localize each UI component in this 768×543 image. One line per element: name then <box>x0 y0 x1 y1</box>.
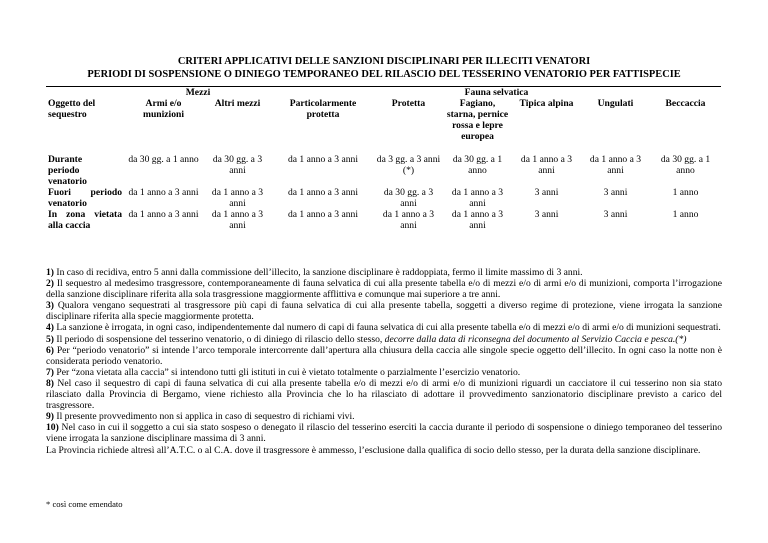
note-item: 6) Per “periodo venatorio” si intende l’arco temporale intercorrente dall’apertura alla chiusura della caccia alle singole specie oggetto dell’illecito. In ogni caso la notte non è considerata periodo venatorio. <box>46 344 722 367</box>
table-cell: da 1 anno a 3 anni <box>287 187 359 198</box>
row-label: Durante periodo venatorio <box>48 154 87 187</box>
footnote: * così come emendato <box>46 499 123 509</box>
table-cell: da 1 anno a 3 anni <box>128 187 199 198</box>
row-label: In zona vietata alla caccia <box>48 209 122 231</box>
column-header: Beccaccia <box>665 98 706 109</box>
title-line-1: CRITERI APPLICATIVI DELLE SANZIONI DISCIPLINARI PER ILLECITI VENATORI <box>177 56 591 67</box>
table-cell: da 30 gg. a 3 anni <box>383 187 434 209</box>
notes-section <box>46 267 722 456</box>
column-header: Fagiano, starna, pernice rossa e lepre europea <box>446 98 509 142</box>
table-cell: da 30 gg. a 1 anno <box>452 154 503 176</box>
table-cell: da 3 gg. a 3 anni (*) <box>376 154 441 176</box>
table-cell: 1 anno <box>672 209 699 220</box>
note-item: 2) Il sequestro al medesimo trasgressore, contemporaneamente di fauna selvatica di cui alla presente tabella e/o di mezzi e/o di armi e/o di munizioni, comporta l’irrogazione della sanzione disciplinare riferita alla sola trasgressione maggiormente afflittiva e comunque mai superiore a tre anni. <box>46 278 722 301</box>
table-cell: da 1 anno a 3 anni <box>211 187 264 209</box>
row-label: Fuori periodo venatorio <box>48 187 122 209</box>
table-cell: 1 anno <box>672 187 699 198</box>
column-header: Armi e/o munizioni <box>142 98 185 120</box>
column-header: Tipica alpina <box>519 98 574 109</box>
note-item: 10) Nel caso in cui il soggetto a cui sia stato sospeso o denegato il rilascio del tesserino eserciti la caccia durante il periodo di sospensione o diniego temporaneo del tesserino viene irrogata la sanzione disciplinare massima di 3 anni. <box>46 422 722 445</box>
column-header-object: Oggetto del sequestro <box>48 98 96 120</box>
column-header: Altri mezzi <box>214 98 261 109</box>
table-row <box>46 154 721 187</box>
table-cell: da 1 anno a 3 anni <box>128 209 199 220</box>
table-cell: da 1 anno a 3 anni <box>211 209 264 231</box>
table-cell: 3 anni <box>603 209 628 220</box>
note-item: 3) Qualora vengano sequestrati al trasgressore più capi di fauna selvatica di cui alla presente tabella, soggetti a diverso regime di protezione, viene irrogata la sanzione disciplinare riferita alla specie maggiormente protetta. <box>46 300 722 323</box>
note-item: 5) Il periodo di sospensione del tesserino venatorio, o di diniego di rilascio dello stesso, decorre dalla data di riconsegna del documento al Servizio Caccia e pesca.(*) <box>46 333 687 345</box>
group-mezzi-header: Mezzi <box>124 87 272 99</box>
table-row <box>46 187 721 209</box>
table-cell: da 1 anno a 3 anni <box>520 154 573 176</box>
table-cell: da 1 anno a 3 anni <box>382 209 435 231</box>
group-fauna-header: Fauna selvatica <box>272 87 721 99</box>
column-header: Ungulati <box>597 98 634 109</box>
table-cell: 3 anni <box>534 187 559 198</box>
column-header: Protetta <box>391 98 426 109</box>
table-cell: da 1 anno a 3 anni <box>287 209 359 220</box>
note-item: La Provincia richiede altresì all’A.T.C. o al C.A. dove il trasgressore è ammesso, l’esclusione dalla qualifica di socio dello stesso, per la durata della sanzione disciplinare. <box>46 444 701 456</box>
column-header: Particolarmente protetta <box>289 98 357 120</box>
note-item: 7) Per “zona vietata alla caccia” si intendono tutti gli istituti in cui è vietato totalmente o parzialmente l’esercizio venatorio. <box>46 366 521 378</box>
page-title <box>0 56 768 81</box>
note-item: 4) La sanzione è irrogata, in ogni caso, indipendentemente dal numero di capi di fauna selvatica di cui alla presente tabella e/o di mezzi e/o di armi e/o di munizioni sequestrati. <box>46 322 721 334</box>
table-cell: da 1 anno a 3 anni <box>589 154 642 176</box>
table-cell: 3 anni <box>534 209 559 220</box>
table-cell: da 1 anno a 3 anni <box>451 187 504 209</box>
table-cell: da 1 anno a 3 anni <box>451 209 504 231</box>
table-cell: 3 anni <box>603 187 628 198</box>
note-item: 9) Il presente provvedimento non si applica in caso di sequestro di richiami vivi. <box>46 411 355 423</box>
table-cell: da 1 anno a 3 anni <box>287 154 359 165</box>
table-cell: da 30 gg. a 3 anni <box>212 154 263 176</box>
table-row <box>46 209 721 231</box>
note-item: 1) In caso di recidiva, entro 5 anni dalla commissione dell’illecito, la sanzione disciplinare è raddoppiata, fermo il limite massimo di 3 anni. <box>46 267 583 278</box>
table-cell: da 30 gg. a 1 anno <box>128 154 199 165</box>
note-item: 8) Nel caso il sequestro di capi di fauna selvatica di cui alla presente tabella e/o di mezzi e/o di armi e/o di munizioni riguardi un cacciatore il cui tesserino non sia stato rilasciato dalla Provincia di Bergamo, viene richiesto alla Provincia che lo ha rilasciato di adottare il provvedimento sanzionatorio disciplinare previsto a carico del trasgressore. <box>46 377 723 412</box>
table-cell: da 30 gg. a 1 anno <box>660 154 711 176</box>
sanctions-table <box>46 86 721 231</box>
title-line-2: PERIODI DI SOSPENSIONE O DINIEGO TEMPORANEO DEL RILASCIO DEL TESSERINO VENATORIO PER FATTISPECIE <box>87 68 681 80</box>
